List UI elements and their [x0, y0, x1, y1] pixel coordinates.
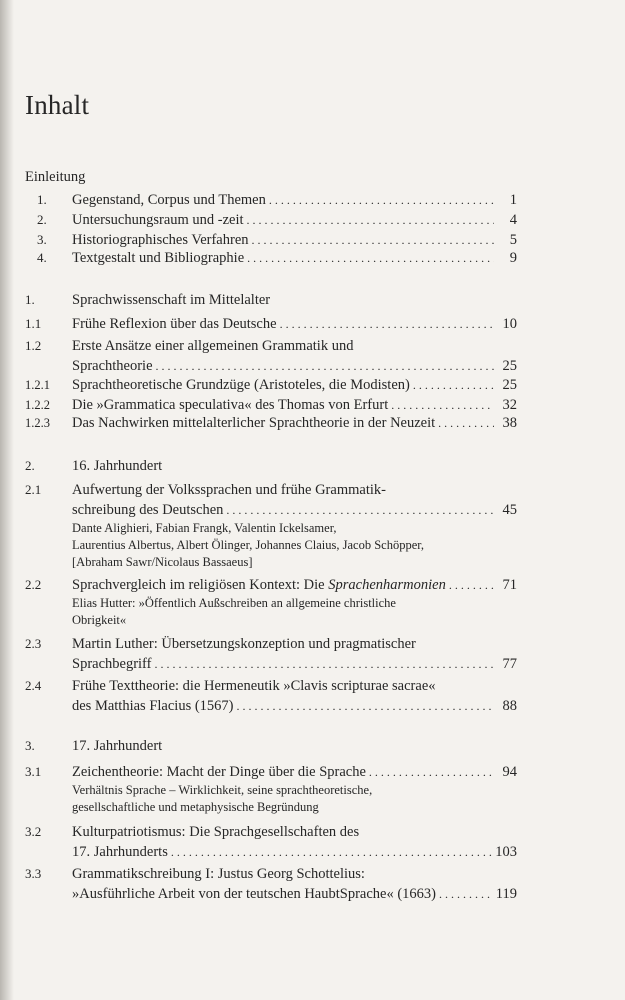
- entry-page: 119: [495, 886, 517, 902]
- entry-page: 88: [502, 698, 517, 714]
- entry-number: 3.1: [25, 764, 42, 779]
- entry-note-line: [Abraham Sawr/Nicolaus Bassaeus]: [72, 555, 253, 569]
- entry-note-line: Laurentius Albertus, Albert Ölinger, Johannes Claius, Jacob Schöpper,: [72, 538, 425, 552]
- entry-page: 71: [502, 577, 517, 593]
- leader-dots: [369, 762, 494, 782]
- entry-title: Zeichentheorie: Macht der Dinge über die Sprache: [72, 764, 366, 780]
- entry-note-line: gesellschaftliche und metaphysische Begründung: [72, 800, 319, 814]
- entry-title-line1: Kulturpatriotismus: Die Sprachgesellschaften des: [72, 824, 360, 840]
- chapter-number: 2.: [25, 458, 35, 473]
- entry-title-emphasis: Sprachenharmonien: [328, 577, 446, 593]
- entry-title-line1: Aufwertung der Volkssprachen und frühe Grammatik-: [72, 482, 386, 498]
- entry-number: 2.4: [25, 678, 42, 693]
- entry-note-line: Elias Hutter: »Öffentlich Außschreiben an allgemeine christliche: [72, 596, 396, 610]
- entry-note-line: Obrigkeit«: [72, 613, 127, 627]
- entry-title-line1: Martin Luther: Übersetzungskonzeption und pragmatischer: [72, 636, 416, 652]
- entry-title-line2: 17. Jahrhunderts: [72, 844, 168, 860]
- entry-page: 1: [509, 192, 517, 208]
- leader-dots: [269, 190, 494, 210]
- entry-number: 2.: [37, 212, 47, 227]
- chapter-title: 16. Jahrhundert: [72, 458, 163, 474]
- leader-dots: [252, 230, 495, 250]
- leader-dots: [413, 375, 494, 395]
- leader-dots: [247, 210, 494, 230]
- intro-heading: Einleitung: [25, 169, 86, 185]
- entry-number: 3.3: [25, 866, 42, 881]
- entry-title: Historiographisches Verfahren: [72, 232, 249, 248]
- entry-title-line2: Sprachtheorie: [72, 358, 153, 374]
- entry-note-line: Verhältnis Sprache – Wirklichkeit, seine sprachtheoretische,: [72, 783, 373, 797]
- leader-dots: [439, 884, 493, 904]
- entry-page: 94: [502, 764, 517, 780]
- entry-title-line1: Frühe Texttheorie: die Hermeneutik »Clavis scripturae sacrae«: [72, 678, 436, 694]
- entry-title-line2: des Matthias Flacius (1567): [72, 698, 234, 714]
- entry-title: Textgestalt und Bibliographie: [72, 250, 245, 266]
- entry-title: Gegenstand, Corpus und Themen: [72, 192, 266, 208]
- entry-number: 2.2: [25, 577, 42, 592]
- chapter-number: 1.: [25, 292, 35, 307]
- leader-dots: [154, 654, 494, 674]
- chapter-title: Sprachwissenschaft im Mittelalter: [72, 292, 271, 308]
- leader-dots: [156, 356, 494, 376]
- entry-number: 3.: [37, 232, 47, 247]
- chapter-number: 3.: [25, 738, 35, 753]
- entry-number: 1.1: [25, 316, 42, 331]
- entry-page: 25: [502, 358, 517, 374]
- entry-title: Untersuchungsraum und -zeit: [72, 212, 244, 228]
- entry-page: 10: [502, 316, 517, 332]
- entry-title: Frühe Reflexion über das Deutsche: [72, 316, 277, 332]
- entry-title-line2: Sprachbegriff: [72, 656, 152, 672]
- entry-page: 103: [495, 844, 517, 860]
- entry-number: 1.2.3: [25, 416, 50, 430]
- entry-number: 1.2.1: [25, 378, 50, 392]
- leader-dots: [247, 248, 494, 268]
- entry-page: 5: [509, 232, 517, 248]
- entry-title-line2: schreibung des Deutschen: [72, 502, 224, 518]
- leader-dots: [391, 395, 494, 415]
- entry-number: 2.1: [25, 482, 42, 497]
- leader-dots: [449, 575, 494, 595]
- page-title: Inhalt: [25, 90, 90, 120]
- entry-title-line2: »Ausführliche Arbeit von der teutschen HaubtSprache« (1663): [72, 886, 437, 902]
- entry-page: 32: [502, 397, 517, 413]
- entry-page: 45: [502, 502, 517, 518]
- entry-title: Sprachtheoretische Grundzüge (Aristoteles, die Modisten): [72, 377, 410, 393]
- chapter-title: 17. Jahrhundert: [72, 738, 163, 754]
- entry-number: 1.: [37, 192, 47, 207]
- entry-number: 1.2.2: [25, 398, 50, 412]
- leader-dots: [438, 413, 494, 433]
- entry-number: 1.2: [25, 338, 42, 353]
- entry-title: Das Nachwirken mittelalterlicher Sprachtheorie in der Neuzeit: [72, 415, 436, 431]
- entry-number: 4.: [37, 250, 47, 265]
- entry-title-line1: Erste Ansätze einer allgemeinen Grammatik und: [72, 338, 354, 354]
- entry-title: Die »Grammatica speculativa« des Thomas von Erfurt: [72, 397, 389, 413]
- entry-title-line1: Grammatikschreibung I: Justus Georg Schottelius:: [72, 866, 365, 882]
- entry-page: 77: [502, 656, 517, 672]
- leader-dots: [171, 842, 492, 862]
- leader-dots: [226, 500, 494, 520]
- entry-note-line: Dante Alighieri, Fabian Frangk, Valentin Ickelsamer,: [72, 521, 337, 535]
- leader-dots: [280, 314, 494, 334]
- entry-page: 25: [502, 377, 517, 393]
- entry-title: Sprachvergleich im religiösen Kontext: Die Sprachenharmonien: [72, 577, 446, 593]
- entry-page: 38: [502, 415, 517, 431]
- leader-dots: [237, 696, 495, 716]
- entry-page: 9: [509, 250, 517, 266]
- entry-number: 3.2: [25, 824, 42, 839]
- entry-number: 2.3: [25, 636, 42, 651]
- entry-page: 4: [509, 212, 517, 228]
